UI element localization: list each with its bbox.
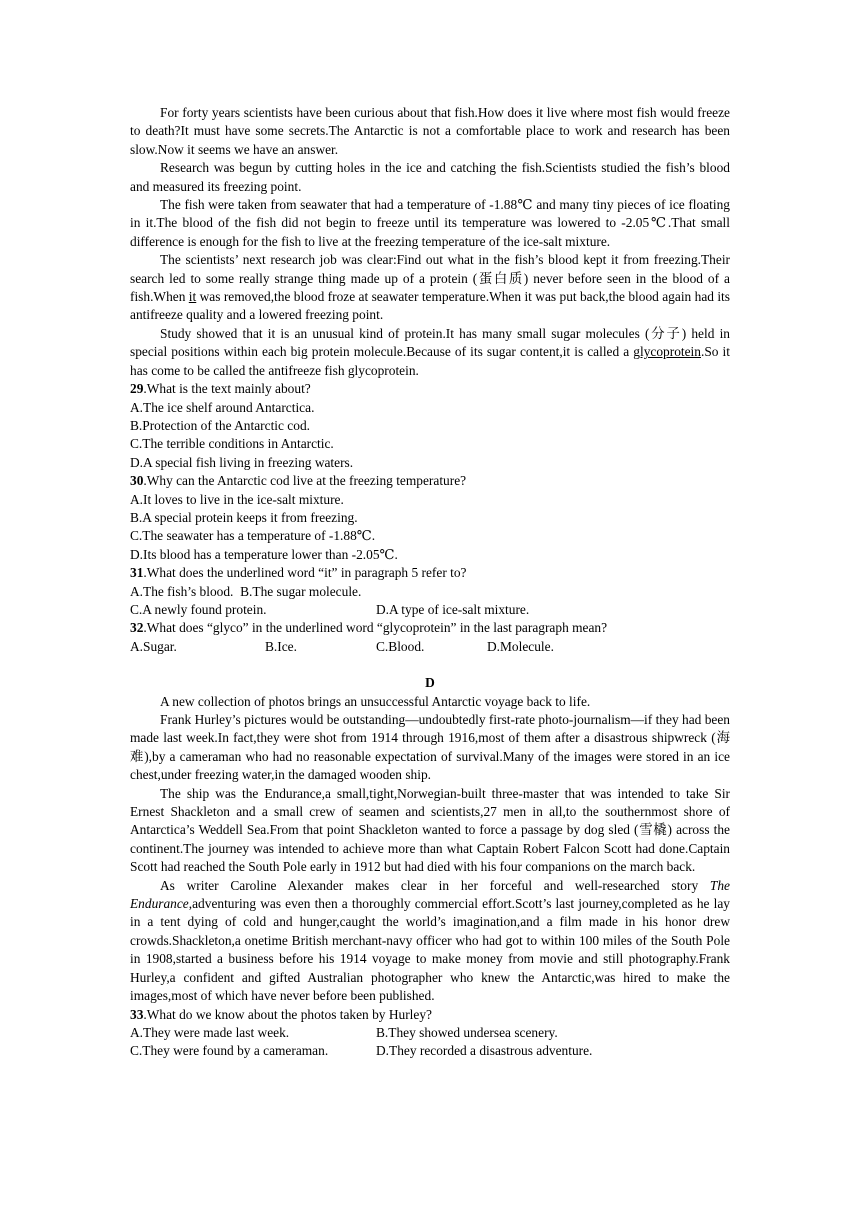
question-29 — [130, 380, 730, 398]
underlined-word-it: it — [188, 289, 197, 305]
passage-c-paragraph-3: The fish were taken from seawater that had a temperature of -1.88℃ and many tiny pieces of ice floating in it.The blood of the fish did not begin to freeze until its temperature was lowered to -2.05℃.That small difference is enough for the fish to live at the freezing temperature of the ice-salt mixture. — [130, 197, 730, 249]
option-31-d[interactable]: D.A type of ice-salt mixture. — [376, 601, 530, 617]
option-29-c[interactable]: C.The terrible conditions in Antarctic. — [130, 436, 334, 452]
options-row — [130, 1024, 730, 1042]
paragraph-text: Study showed that it is an unusual kind of protein.It has many small sugar molecules (分子) held in special positions within each big protein molecule.Because of its sugar content,it is called a — [130, 325, 730, 360]
options-row — [130, 583, 730, 601]
option-31-c[interactable]: C.A newly found protein. — [130, 601, 267, 617]
passage-d-paragraph-3: The ship was the Endurance,a small,tight,Norwegian-built three-master that was intended to take Sir Ernest Shackleton and a small crew of seamen and scientists,27 men in all,to the southernmost shore of Antarctica’s Weddell Sea.From that point Shackleton wanted to force a passage by dog sled (雪橇) across the continent.The journey was intended to achieve more than what Captain Robert Falcon Scott had done.Captain Scott had reached the South Pole early in 1912 but had died with his four companions on the march back. — [130, 785, 730, 875]
options-row — [130, 1042, 730, 1060]
book-title: The Endurance — [130, 877, 730, 912]
option-33-c[interactable]: C.They were found by a cameraman. — [130, 1043, 329, 1059]
option-33-d[interactable]: D.They recorded a disastrous adventure. — [376, 1043, 593, 1059]
passage-d-paragraph-4 — [130, 877, 730, 1006]
paragraph-text: As writer Caroline Alexander makes clear in her forceful and well-researched story — [160, 877, 710, 893]
question-31 — [130, 564, 730, 582]
passage-c-paragraph-2: Research was begun by cutting holes in the ice and catching the fish.Scientists studied the fish’s blood and measured its freezing point. — [130, 160, 730, 194]
passage-c-paragraph-5 — [130, 325, 730, 380]
question-33 — [130, 1006, 730, 1024]
option-33-a[interactable]: A.They were made last week. — [130, 1024, 290, 1040]
paragraph-text: .So it has come to be called the antifreeze fish glycoprotein. — [130, 344, 730, 378]
option-32-d[interactable]: D.Molecule. — [487, 638, 554, 654]
question-number: 30 — [130, 473, 144, 489]
page-content — [130, 104, 730, 1061]
option-32-b[interactable]: B.Ice. — [265, 638, 297, 654]
question-32 — [130, 619, 730, 637]
options-row — [130, 601, 730, 619]
paragraph-text: was removed,the blood froze at seawater temperature.When it was put back,the blood again had its antifreeze quality and a lowered freezing point. — [130, 289, 730, 323]
underlined-word-glycoprotein: glycoprotein — [633, 344, 701, 360]
question-number: 32 — [130, 620, 144, 636]
option-30-c[interactable]: C.The seawater has a temperature of -1.88℃. — [130, 528, 376, 544]
question-number: 29 — [130, 381, 144, 397]
question-30 — [130, 472, 730, 490]
passage-c-paragraph-4 — [130, 251, 730, 325]
option-29-b[interactable]: B.Protection of the Antarctic cod. — [130, 417, 310, 433]
options-row — [130, 638, 730, 656]
paragraph-text: ,adventuring was even then a thoroughly commercial effort.Scott’s last journey,completed as he lay in a tent dying of cold and hunger,caught the world’s imagination,and a film made in his honor drew crowds.Shackleton,a onetime British merchant-navy officer who had got to within 100 miles of the South Pole in 1908,started a business before his 1914 voyage to make money from movie and still photography.Frank Hurley,a confident and gifted Australian photographer who knew the Antarctic,was hired to make the images,most of which have never before been published. — [130, 896, 730, 1004]
option-32-c[interactable]: C.Blood. — [376, 638, 425, 654]
question-number: 31 — [130, 565, 144, 581]
passage-c-paragraph-1: For forty years scientists have been curious about that fish.How does it live where most fish would freeze to death?It must have some secrets.The Antarctic is not a comfortable place to work and research has been slow.Now it seems we have an answer. — [130, 105, 730, 157]
option-32-a[interactable]: A.Sugar. — [130, 638, 177, 654]
option-30-d[interactable]: D.Its blood has a temperature lower than -2.05℃. — [130, 546, 398, 562]
paragraph-text: The scientists’ next research job was clear:Find out what in the fish’s blood kept it from freezing.Their search led to some really strange thing made up of a protein (蛋白质) never before seen in the blood of a fish.When — [130, 252, 730, 305]
question-text: .What does the underlined word “it” in paragraph 5 refer to? — [143, 565, 467, 581]
question-text: .What do we know about the photos taken by Hurley? — [143, 1006, 432, 1022]
option-29-a[interactable]: A.The ice shelf around Antarctica. — [130, 399, 315, 415]
question-number: 33 — [130, 1006, 144, 1022]
question-text: .What is the text mainly about? — [143, 381, 311, 397]
passage-d-paragraph-1: A new collection of photos brings an unsuccessful Antarctic voyage back to life. — [160, 693, 591, 709]
option-30-a[interactable]: A.It loves to live in the ice-salt mixture. — [130, 491, 344, 507]
option-31-b[interactable]: B.The sugar molecule. — [240, 583, 362, 599]
option-30-b[interactable]: B.A special protein keeps it from freezing. — [130, 509, 358, 525]
option-29-d[interactable]: D.A special fish living in freezing waters. — [130, 454, 354, 470]
option-31-a[interactable]: A.The fish’s blood. — [130, 583, 234, 599]
passage-d-paragraph-2: Frank Hurley’s pictures would be outstanding—undoubtedly first-rate photo-journalism—if they had been made last week.In fact,they were shot from 1914 through 1916,most of them after a disastrous shipwreck (海难),by a cameraman who had no reasonable expectation of survival.Many of the images were stored in an ice chest,under freezing water,in the damaged wooden ship. — [130, 712, 730, 783]
question-text: .Why can the Antarctic cod live at the freezing temperature? — [143, 473, 467, 489]
option-33-b[interactable]: B.They showed undersea scenery. — [376, 1024, 558, 1040]
section-heading-d: D — [425, 675, 435, 691]
question-text: .What does “glyco” in the underlined word “glycoprotein” in the last paragraph mean? — [143, 620, 608, 636]
